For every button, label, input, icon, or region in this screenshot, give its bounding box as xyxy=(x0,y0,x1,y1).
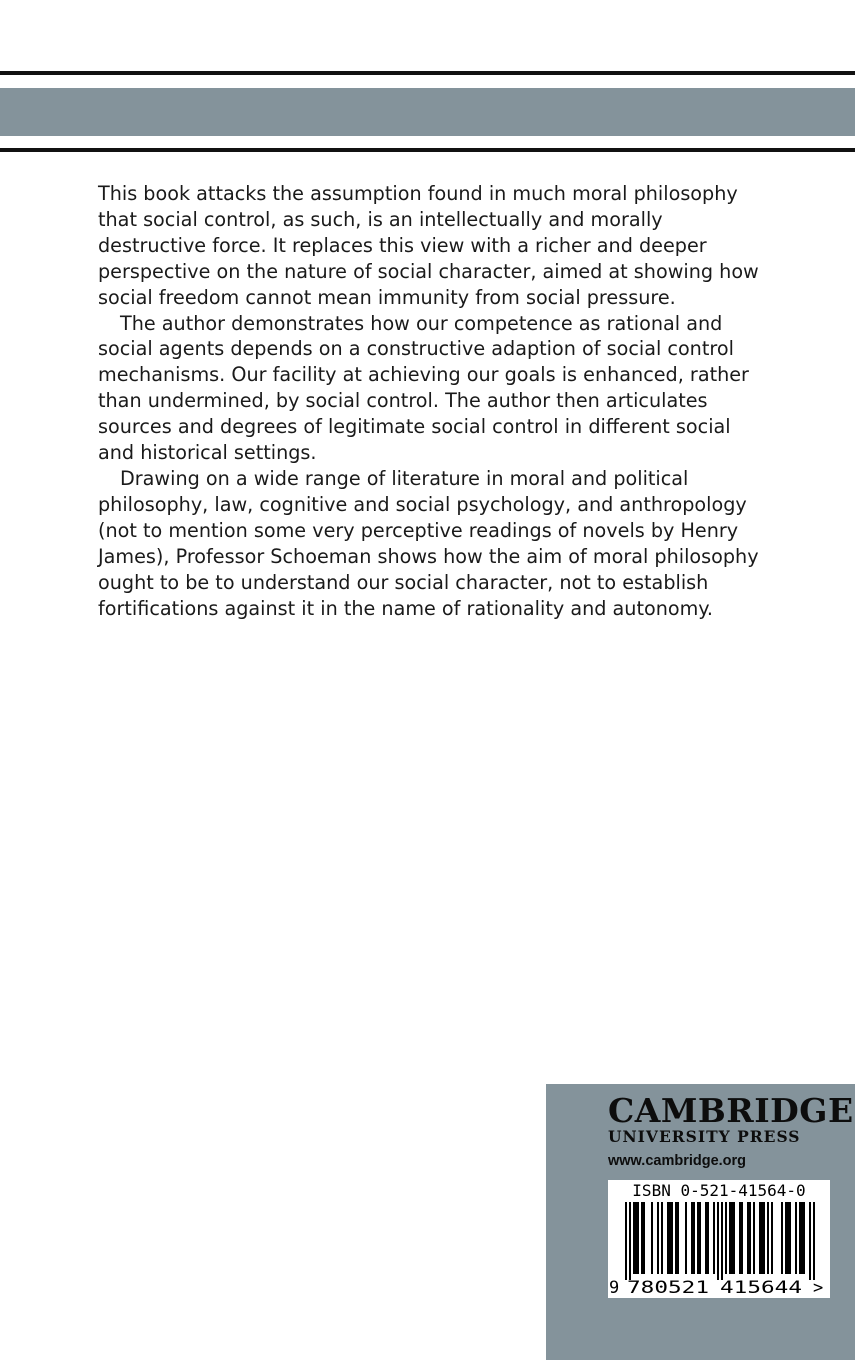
barcode-lead-digit: 9 xyxy=(609,1278,620,1298)
barcode-bar xyxy=(643,1202,645,1274)
barcode-bar xyxy=(741,1202,743,1274)
publisher-subtitle: UNIVERSITY PRESS xyxy=(608,1127,801,1146)
barcode-bar xyxy=(759,1202,761,1274)
barcode-bar xyxy=(677,1202,679,1274)
barcode-bar xyxy=(697,1202,699,1274)
barcode-right-group: 415644 xyxy=(720,1278,802,1298)
barcode-bar xyxy=(771,1202,773,1274)
barcode-bar xyxy=(809,1202,811,1280)
barcode-trail-mark: > xyxy=(813,1278,824,1298)
bottom-rule xyxy=(0,148,855,152)
blurb-paragraph-1: This book attacks the assumption found in much moral philosophy that social control, as such, is an intellectually and morally destructive force. It replaces this view with a richer and deeper perspective on the nature of social character, aimed at showing how social freedom cannot mean immunity from social pressure. xyxy=(98,182,759,309)
barcode-bar xyxy=(749,1202,751,1274)
blurb-paragraph-2: The author demonstrates how our competence as rational and social agents depends on a constructive adaption of social control mechanisms. Our facility at achieving our goals is enhanced, rather than undermined, by social control. The author then articulates sources and degrees of legitimate social control in different social and historical settings. xyxy=(98,311,749,465)
barcode-bar xyxy=(789,1202,791,1274)
barcode-bar xyxy=(667,1202,669,1274)
barcode-bar xyxy=(729,1202,731,1274)
barcode-bar xyxy=(739,1202,741,1274)
barcode-bar xyxy=(767,1202,769,1274)
barcode-bar xyxy=(753,1202,755,1274)
barcode-bar xyxy=(713,1202,715,1274)
top-rule xyxy=(0,71,855,75)
barcode-bar xyxy=(661,1202,663,1274)
barcode-bars xyxy=(625,1202,815,1280)
publisher-panel xyxy=(546,1084,855,1360)
barcode-bar xyxy=(813,1202,815,1280)
publisher-url: www.cambridge.org xyxy=(608,1153,747,1169)
barcode-bar xyxy=(781,1202,783,1274)
barcode-bar xyxy=(731,1202,733,1274)
barcode-bar xyxy=(691,1202,693,1274)
barcode-bar xyxy=(705,1202,707,1274)
barcode-bar xyxy=(629,1202,631,1280)
barcode-bar xyxy=(801,1202,803,1274)
barcode-bar xyxy=(717,1202,719,1280)
back-cover-blurb xyxy=(98,181,768,621)
barcode-bar xyxy=(685,1202,687,1274)
barcode-bar xyxy=(651,1202,653,1274)
barcode-bar xyxy=(803,1202,805,1274)
barcode-bar xyxy=(785,1202,787,1274)
barcode-left-group: 780521 xyxy=(627,1278,709,1298)
barcode-bar xyxy=(669,1202,671,1274)
barcode-bar xyxy=(763,1202,765,1274)
barcode-bar xyxy=(625,1202,627,1280)
barcode-bar xyxy=(733,1202,735,1274)
isbn-label: ISBN 0-521-41564-0 xyxy=(632,1181,806,1200)
barcode-bar xyxy=(761,1202,763,1274)
barcode-bar xyxy=(747,1202,749,1274)
barcode xyxy=(608,1180,830,1298)
barcode-bar xyxy=(633,1202,635,1274)
barcode-bar xyxy=(675,1202,677,1274)
barcode-bar xyxy=(725,1202,727,1274)
barcode-bar xyxy=(637,1202,639,1274)
header-band xyxy=(0,88,855,136)
barcode-bar xyxy=(787,1202,789,1274)
barcode-bar xyxy=(671,1202,673,1274)
barcode-bar xyxy=(707,1202,709,1274)
barcode-bar xyxy=(657,1202,659,1274)
publisher-name: CAMBRIDGE xyxy=(608,1091,854,1130)
barcode-bar xyxy=(693,1202,695,1274)
blurb-paragraph-3: Drawing on a wide range of literature in moral and political philosophy, law, cognitive and social psychology, and anthropology (not to mention some very perceptive readings of novels by Henry James), Professor Schoeman shows how the aim of moral philosophy ought to be to understand our social character, not to establish fortifications against it in the name of rationality and autonomy. xyxy=(98,466,759,620)
barcode-bar xyxy=(799,1202,801,1274)
barcode-bar xyxy=(641,1202,643,1274)
barcode-bar xyxy=(635,1202,637,1274)
barcode-bar xyxy=(721,1202,723,1280)
barcode-bar xyxy=(699,1202,701,1274)
barcode-bar xyxy=(795,1202,797,1274)
